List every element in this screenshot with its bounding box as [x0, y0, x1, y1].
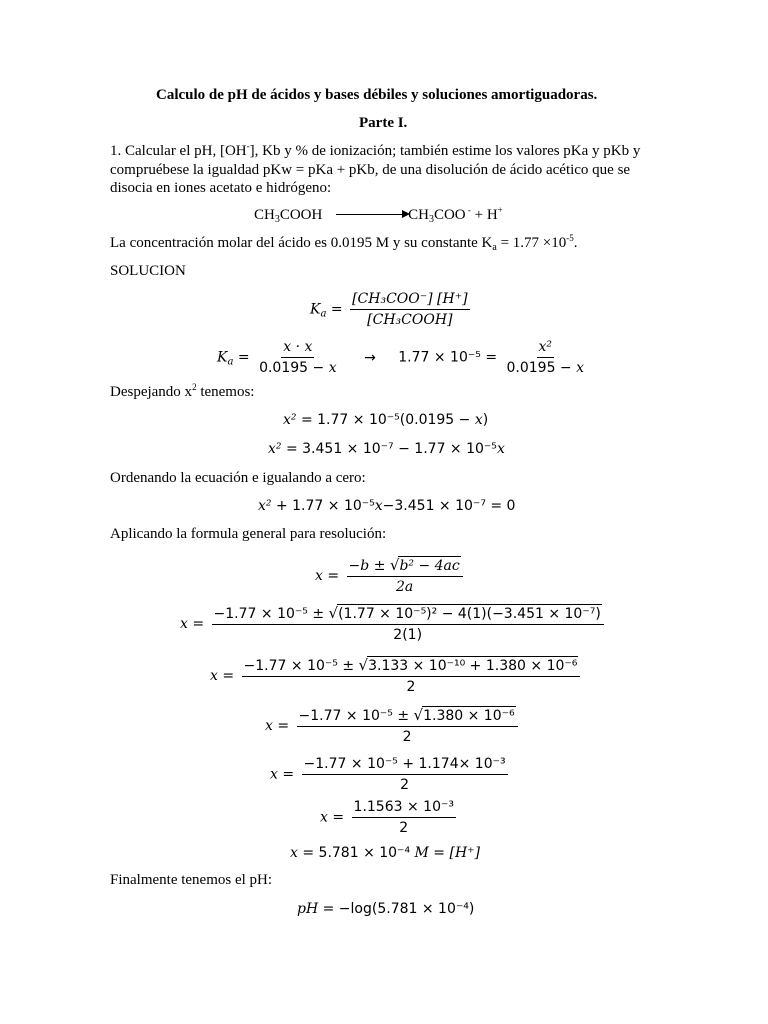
document-title: Calculo de pH de ácidos y bases débiles y soluciones amortiguadoras.: [156, 87, 598, 103]
substitution-5: x = $\frac{\text{1.1563 × 10⁻³}}{2}$: [320, 799, 454, 836]
substitution-1: x = $\frac{\text{−1.77 × 10⁻⁵ ± √(1.77 × 10⁻⁵)² − 4(1)(−3.451 × 10⁻⁷)}}{2(1)}$: [180, 604, 607, 644]
reaction-arrow: [336, 214, 408, 215]
step-despejando: Despejando $x^2$ tenemos:: [110, 382, 255, 400]
step-ordenando: Ordenando la ecuación e igualando a cero:: [110, 470, 366, 486]
substitution-4: x = $\frac{\text{−1.77 × 10⁻⁵ + 1.174× 10⁻³}}{2}$: [270, 756, 506, 793]
equation-x2-a: x² = 1.77 × 10⁻⁵(0.0195 − x): [283, 412, 489, 428]
step-finalmente: Finalmente tenemos el pH:: [110, 872, 273, 888]
equation-zero: x² + 1.77 × 10⁻⁵x−3.451 × 10⁻⁷ = 0: [258, 498, 516, 514]
ka-substitution: $K_a$ = $\frac{x \cdot x}{0.0195 - x}$ → 1.77 × 10⁻⁵ = $\frac{\text{x²}}{0.0195 - x}$: [217, 339, 585, 376]
problem-line-2: compruébese la igualdad pKw = pKa + pKb, de una disolución de ácido acético que se: [110, 162, 631, 178]
substitution-2: x = $\frac{\text{−1.77 × 10⁻⁵ ± √3.133 × 10⁻¹⁰ + 1.380 × 10⁻⁶}}{2}$: [210, 656, 583, 696]
equation-x2-b: x² = 3.451 × 10⁻⁷ − 1.77 × 10⁻⁵x: [268, 441, 505, 457]
section-heading: Parte I.: [359, 115, 408, 131]
quadratic-formula: x = $\frac{\text{−b ± √b² − 4ac}}{2a}$: [315, 556, 466, 596]
problem-line-3: disocia en iones acetato e hidrógeno:: [110, 180, 332, 196]
problem-line-1: 1. Calcular el pH, [OH-], Kb y % de ionización; también estime los valores pKa y pKb y: [110, 141, 641, 159]
ph-expression: pH = −log(5.781 × 10⁻⁴): [297, 901, 475, 917]
dissociation-reaction: $CH_3COOH$ $CH_3COO$ - + H+: [254, 205, 503, 225]
result-x: x = 5.781 × 10⁻⁴ M = [H⁺]: [290, 845, 481, 861]
given-data: La concentración molar del ácido es 0.0195 M y su constante $K_a = 1.77 \times 10^{-5}$.: [110, 233, 578, 253]
solution-label: SOLUCION: [110, 263, 186, 279]
step-aplicando: Aplicando la formula general para resolución:: [110, 526, 387, 542]
substitution-3: x = $\frac{\text{−1.77 × 10⁻⁵ ± √1.380 × 10⁻⁶}}{2}$: [265, 706, 521, 746]
ka-expression: $K_a$ = $\frac{\text{[CH₃COO⁻] [H⁺]}}{\text{[CH₃COOH]}}$: [310, 291, 468, 328]
